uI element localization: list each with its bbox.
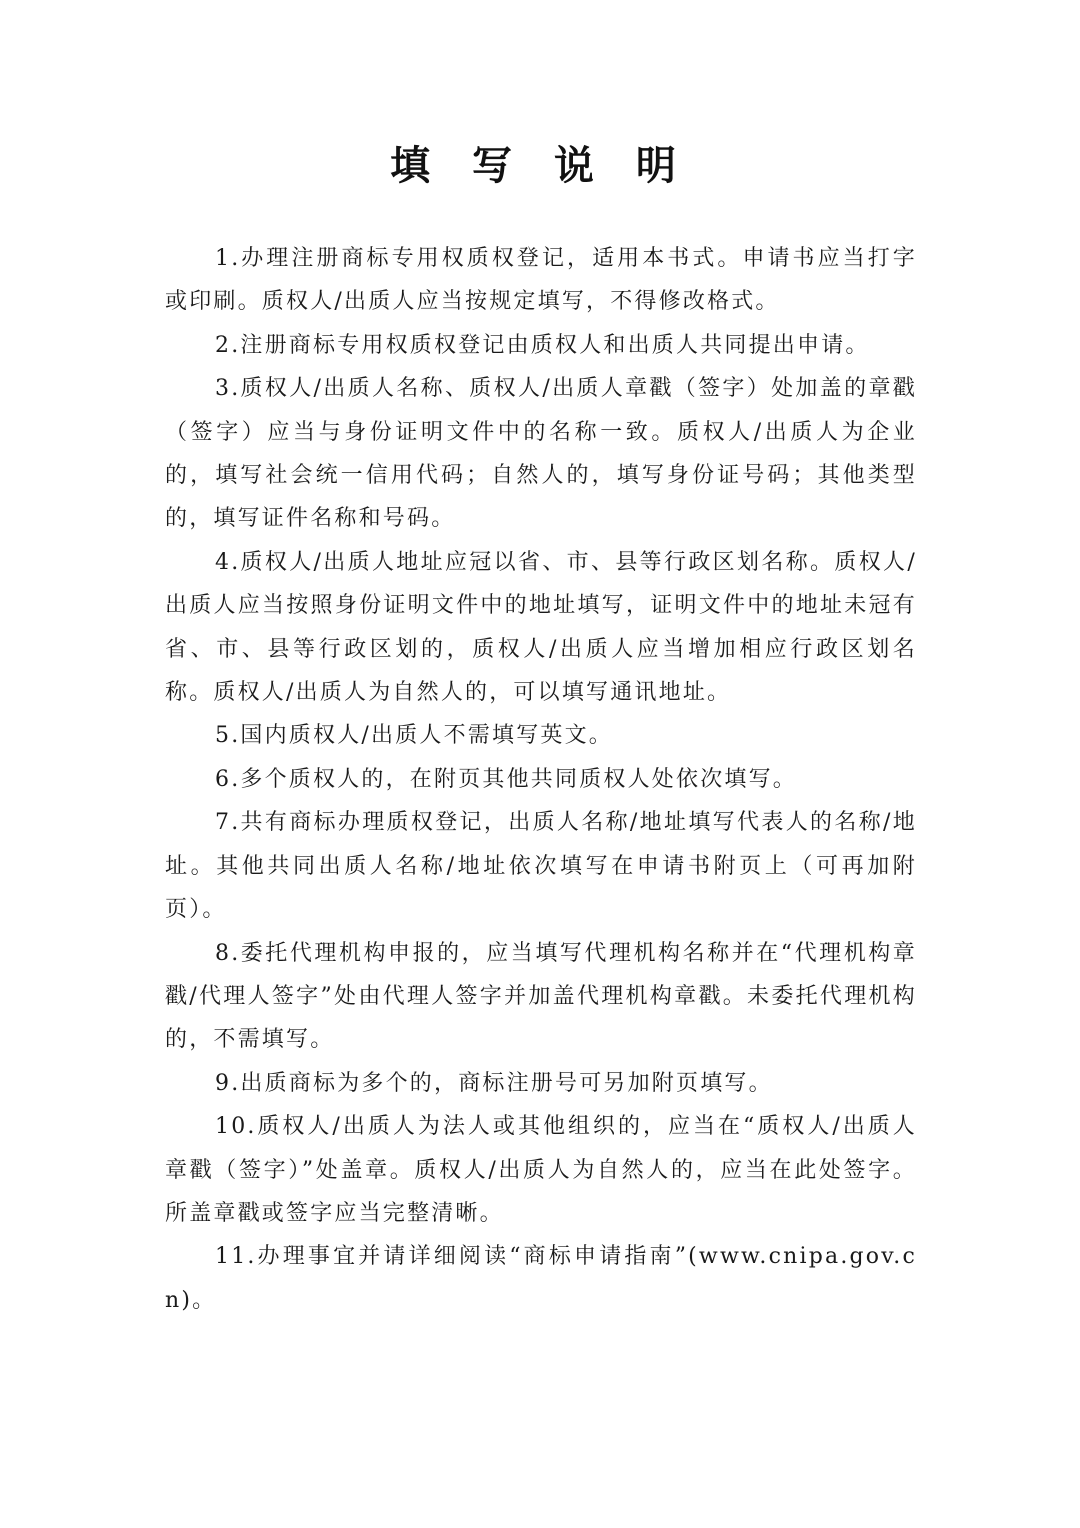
instruction-item-7: 7.共有商标办理质权登记，出质人名称/地址填写代表人的名称/地址。其他共同出质人名称/地址依次填写在申请书附页上（可再加附页）。 [165, 810, 917, 923]
instruction-item-11: 11.办理事宜并请详细阅读“商标申请指南”(www.cnipa.gov.cn)。 [165, 1244, 917, 1313]
page-title: 填 写 说 明 [390, 143, 690, 189]
instruction-item-4: 4.质权人/出质人地址应冠以省、市、县等行政区划名称。质权人/出质人应当按照身份证明文件中的地址填写，证明文件中的地址未冠有省、市、县等行政区划的，质权人/出质人应当增加相应行政区划名称。质权人/出质人为自然人的，可以填写通讯地址。 [165, 549, 917, 706]
instruction-item-1: 1.办理注册商标专用权质权登记，适用本书式。申请书应当打字或印刷。质权人/出质人应当按规定填写，不得修改格式。 [165, 246, 917, 315]
instruction-item-5: 5.国内质权人/出质人不需填写英文。 [215, 723, 614, 749]
instruction-item-2: 2.注册商标专用权质权登记由质权人和出质人共同提出申请。 [215, 332, 870, 358]
instruction-item-10: 10.质权人/出质人为法人或其他组织的，应当在“质权人/出质人章戳（签字）”处盖章。质权人/出质人为自然人的，应当在此处签字。所盖章戳或签字应当完整清晰。 [165, 1114, 917, 1226]
instruction-item-8: 8.委托代理机构申报的，应当填写代理机构名称并在“代理机构章戳/代理人签字”处由代理人签字并加盖代理机构章戳。未委托代理机构的，不需填写。 [165, 940, 917, 1053]
instructions-body [165, 237, 917, 1322]
instruction-item-9: 9.出质商标为多个的，商标注册号可另加附页填写。 [215, 1070, 773, 1096]
instruction-item-3: 3.质权人/出质人名称、质权人/出质人章戳（签字）处加盖的章戳（签字）应当与身份证明文件中的名称一致。质权人/出质人为企业的，填写社会统一信用代码；自然人的，填写身份证号码；其他类型的，填写证件名称和号码。 [165, 376, 917, 532]
instruction-item-6: 6.多个质权人的，在附页其他共同质权人处依次填写。 [215, 766, 797, 792]
